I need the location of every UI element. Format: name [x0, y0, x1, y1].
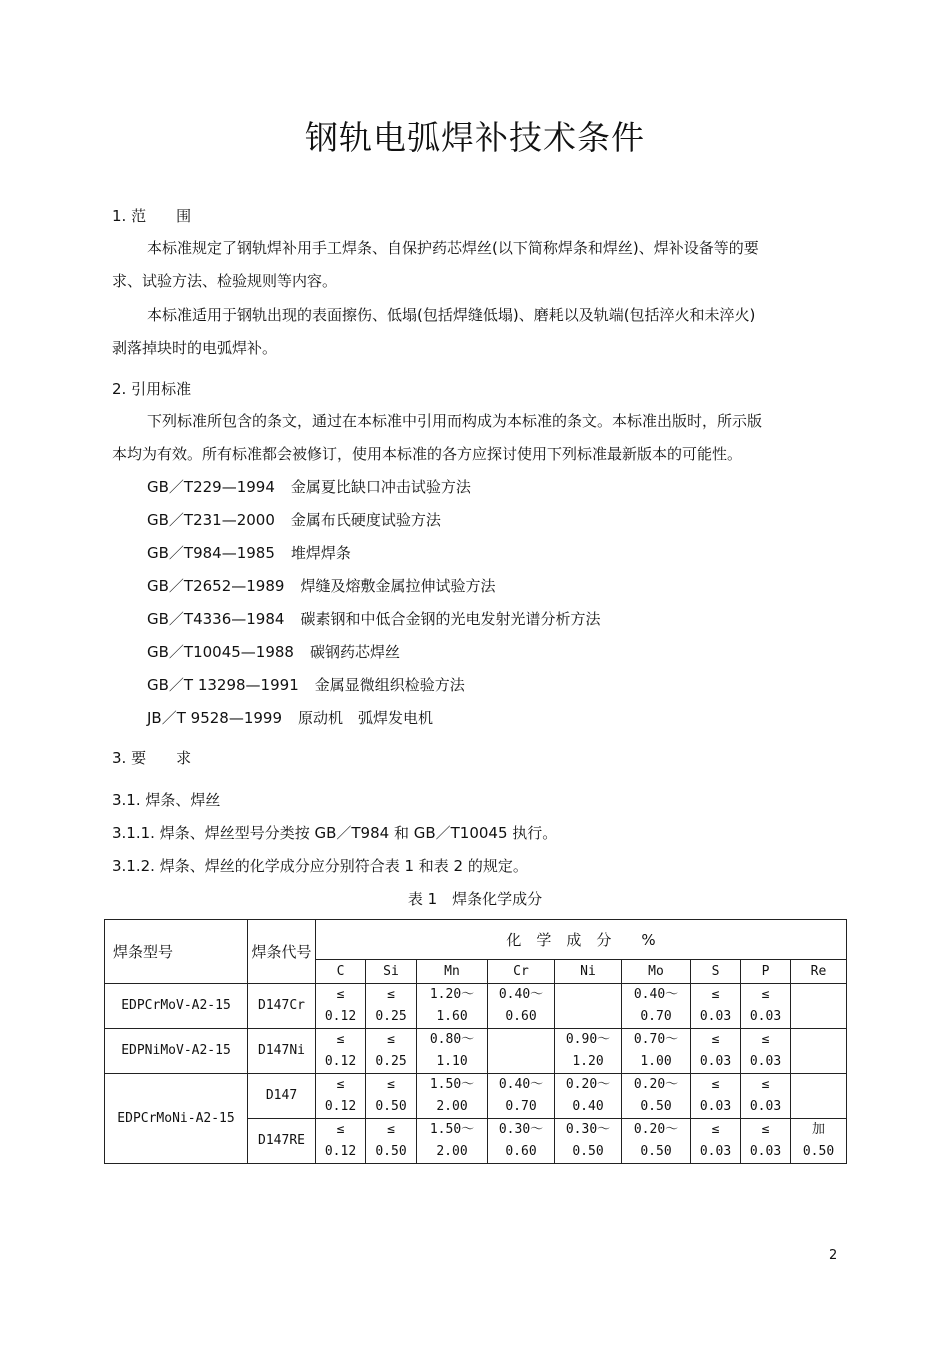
- value-bottom: 0.70: [640, 1009, 672, 1024]
- value-top: 0.30～: [565, 1122, 611, 1137]
- value-top: ≤: [761, 1032, 770, 1047]
- reference-code: GB／T229—1994: [147, 478, 275, 496]
- value-cell: [366, 984, 417, 1029]
- element-header: C: [316, 960, 366, 984]
- value-top: [555, 984, 621, 1006]
- value-bottom: 0.03: [699, 1009, 732, 1024]
- paragraph: 下列标准所包含的条文，通过在本标准中引用而构成为本标准的条文。本标准出版时，所示版: [147, 412, 763, 430]
- value-cell: [791, 1119, 847, 1164]
- value-cell: [488, 1074, 555, 1119]
- value-top: ≤: [336, 1032, 345, 1047]
- table-row: [105, 1029, 847, 1074]
- value-bottom: [488, 1051, 554, 1073]
- value-cell: [622, 984, 691, 1029]
- value-bottom: 0.03: [699, 1054, 732, 1069]
- reference-item: [147, 476, 471, 497]
- value-cell: [791, 984, 847, 1029]
- paragraph: 剥落掉块时的电弧焊补。: [112, 339, 278, 357]
- value-cell: [316, 1119, 366, 1164]
- value-cell: [741, 1029, 791, 1074]
- value-bottom: 0.12: [324, 1144, 357, 1159]
- value-bottom: 0.25: [375, 1054, 407, 1069]
- value-cell: [791, 1029, 847, 1074]
- value-top: 0.40～: [498, 987, 544, 1002]
- value-cell: [555, 1029, 622, 1074]
- value-cell: [691, 984, 741, 1029]
- page-number: 2: [829, 1248, 838, 1263]
- value-top: ≤: [761, 987, 770, 1002]
- value-bottom: 2.00: [436, 1144, 468, 1159]
- value-top: 0.90～: [565, 1032, 611, 1047]
- value-bottom: 2.00: [436, 1099, 468, 1114]
- clause-3-1-1: 3.1.1. 焊条、焊丝型号分类按 GB／T984 和 GB／T10045 执行。: [112, 824, 558, 842]
- reference-item: [147, 542, 351, 563]
- section-3-heading: 3. 要 求: [112, 749, 192, 767]
- element-header: Mo: [622, 960, 691, 984]
- value-top: 0.20～: [633, 1077, 679, 1092]
- value-bottom: 0.12: [324, 1054, 357, 1069]
- element-header: P: [741, 960, 791, 984]
- value-top: ≤: [387, 987, 395, 1002]
- code-cell: D147Ni: [248, 1029, 316, 1074]
- value-bottom: 0.50: [572, 1144, 604, 1159]
- paragraph: 本标准适用于钢轨出现的表面擦伤、低塌(包括焊缝低塌)、磨耗以及轨端(包括淬火和未淬火): [147, 306, 756, 324]
- table-row: [105, 1074, 847, 1119]
- reference-name: 碳素钢和中低合金钢的光电发射光谱分析方法: [300, 610, 601, 628]
- reference-name: 金属布氏硬度试验方法: [290, 511, 441, 529]
- value-top: 1.50～: [429, 1077, 475, 1092]
- value-bottom: 0.03: [749, 1144, 782, 1159]
- value-cell: [366, 1074, 417, 1119]
- code-cell: D147Cr: [248, 984, 316, 1029]
- value-cell: [555, 1074, 622, 1119]
- reference-name: 金属夏比缺口冲击试验方法: [290, 478, 471, 496]
- header-composition: 化 学 成 分 %: [316, 920, 847, 960]
- value-cell: [622, 1074, 691, 1119]
- reference-item: [147, 674, 465, 695]
- paragraph: 求、试验方法、检验规则等内容。: [112, 272, 338, 290]
- reference-name: 原动机 弧焊发电机: [298, 709, 434, 727]
- reference-item: [147, 707, 433, 728]
- composition-table: [104, 919, 847, 1164]
- value-bottom: 1.20: [572, 1054, 604, 1069]
- reference-item: [147, 641, 400, 662]
- value-cell: [417, 1074, 488, 1119]
- value-cell: [691, 1074, 741, 1119]
- value-bottom: 0.50: [640, 1099, 672, 1114]
- value-cell: [417, 984, 488, 1029]
- value-cell: [366, 1029, 417, 1074]
- table-row: [105, 984, 847, 1029]
- value-bottom: 0.40: [572, 1099, 604, 1114]
- value-cell: [741, 1074, 791, 1119]
- value-top: ≤: [336, 1122, 345, 1137]
- reference-name: 堆焊焊条: [290, 544, 351, 562]
- value-top: 0.30～: [498, 1122, 544, 1137]
- value-top: 1.20～: [429, 987, 475, 1002]
- reference-item: [147, 575, 495, 596]
- value-cell: [622, 1119, 691, 1164]
- value-cell: [622, 1029, 691, 1074]
- reference-code: GB／T10045—1988: [147, 643, 294, 661]
- clause-3-1-2: 3.1.2. 焊条、焊丝的化学成分应分别符合表 1 和表 2 的规定。: [112, 857, 528, 875]
- value-top: [791, 1029, 846, 1051]
- value-cell: [316, 1074, 366, 1119]
- value-cell: [691, 1119, 741, 1164]
- value-cell: [417, 1119, 488, 1164]
- value-cell: [741, 1119, 791, 1164]
- element-header: S: [691, 960, 741, 984]
- value-cell: [417, 1029, 488, 1074]
- value-top: ≤: [711, 1077, 720, 1092]
- paragraph: 本均为有效。所有标准都会被修订，使用本标准的各方应探讨使用下列标准最新版本的可能性。: [112, 445, 743, 463]
- reference-code: GB／T984—1985: [147, 544, 275, 562]
- value-top: ≤: [711, 1122, 720, 1137]
- reference-code: GB／T 13298—1991: [147, 676, 299, 694]
- section-2-heading: 2. 引用标准: [112, 380, 192, 398]
- value-cell: [316, 1029, 366, 1074]
- value-top: ≤: [761, 1077, 770, 1092]
- value-bottom: [791, 1096, 846, 1118]
- value-bottom: 0.25: [375, 1009, 407, 1024]
- value-cell: [488, 1029, 555, 1074]
- value-top: 加: [811, 1122, 825, 1137]
- value-top: [791, 984, 846, 1006]
- value-bottom: [791, 1006, 846, 1028]
- value-top: ≤: [387, 1122, 395, 1137]
- value-bottom: 0.03: [699, 1144, 732, 1159]
- value-top: ≤: [387, 1032, 395, 1047]
- value-top: 0.40～: [633, 987, 679, 1002]
- value-top: 0.70～: [633, 1032, 679, 1047]
- model-cell: EDPCrMoV-A2-15: [105, 984, 248, 1029]
- code-cell: D147RE: [248, 1119, 316, 1164]
- value-cell: [316, 984, 366, 1029]
- value-bottom: 0.03: [749, 1054, 782, 1069]
- paragraph: 本标准规定了钢轨焊补用手工焊条、自保护药芯焊丝(以下简称焊条和焊丝)、焊补设备等的要: [147, 239, 759, 257]
- value-top: 0.20～: [565, 1077, 611, 1092]
- value-top: 0.40～: [498, 1077, 544, 1092]
- section-1-heading: 1. 范 围: [112, 207, 192, 225]
- reference-code: GB／T4336—1984: [147, 610, 285, 628]
- value-cell: [791, 1074, 847, 1119]
- value-top: 0.80～: [429, 1032, 475, 1047]
- reference-code: GB／T231—2000: [147, 511, 275, 529]
- value-bottom: 0.50: [375, 1144, 407, 1159]
- value-bottom: 1.10: [436, 1054, 468, 1069]
- header-code: 焊条代号: [248, 920, 316, 984]
- element-header: Si: [366, 960, 417, 984]
- reference-code: JB／T 9528—1999: [147, 709, 282, 727]
- model-cell: EDPNiMoV-A2-15: [105, 1029, 248, 1074]
- value-bottom: 0.03: [699, 1099, 732, 1114]
- value-top: 1.50～: [429, 1122, 475, 1137]
- value-top: ≤: [761, 1122, 770, 1137]
- value-bottom: 0.50: [375, 1099, 407, 1114]
- value-cell: [691, 1029, 741, 1074]
- value-bottom: 1.00: [640, 1054, 672, 1069]
- value-bottom: 0.12: [324, 1009, 357, 1024]
- value-top: ≤: [387, 1077, 395, 1092]
- value-bottom: 0.03: [749, 1009, 782, 1024]
- value-cell: [488, 984, 555, 1029]
- value-top: ≤: [711, 1032, 720, 1047]
- value-top: [488, 1029, 554, 1051]
- value-bottom: 0.70: [505, 1099, 537, 1114]
- value-cell: [741, 984, 791, 1029]
- value-bottom: 1.60: [436, 1009, 468, 1024]
- value-top: 0.20～: [633, 1122, 679, 1137]
- reference-code: GB／T2652—1989: [147, 577, 285, 595]
- value-cell: [488, 1119, 555, 1164]
- element-header: Mn: [417, 960, 488, 984]
- value-top: [791, 1074, 846, 1096]
- value-top: ≤: [336, 1077, 345, 1092]
- model-cell: EDPCrMoNi-A2-15: [105, 1074, 248, 1164]
- value-bottom: 0.60: [505, 1009, 537, 1024]
- reference-name: 焊缝及熔敷金属拉伸试验方法: [300, 577, 496, 595]
- value-bottom: [791, 1051, 846, 1073]
- element-header: Re: [791, 960, 847, 984]
- section-3-1-heading: 3.1. 焊条、焊丝: [112, 791, 221, 809]
- element-header: Cr: [488, 960, 555, 984]
- element-header: Ni: [555, 960, 622, 984]
- value-bottom: 0.03: [749, 1099, 782, 1114]
- table-caption: 表 1 焊条化学成分: [407, 890, 543, 908]
- value-cell: [555, 1119, 622, 1164]
- document-title: 钢轨电弧焊补技术条件: [305, 118, 645, 157]
- value-cell: [555, 984, 622, 1029]
- value-bottom: 0.50: [640, 1144, 672, 1159]
- header-model: 焊条型号: [105, 920, 248, 984]
- value-bottom: 0.60: [505, 1144, 537, 1159]
- reference-name: 碳钢药芯焊丝: [309, 643, 400, 661]
- reference-name: 金属显微组织检验方法: [314, 676, 465, 694]
- value-bottom: 0.50: [802, 1144, 835, 1159]
- value-cell: [366, 1119, 417, 1164]
- value-bottom: [555, 1006, 621, 1028]
- code-cell: D147: [248, 1074, 316, 1119]
- value-top: ≤: [336, 987, 345, 1002]
- value-bottom: 0.12: [324, 1099, 357, 1114]
- reference-item: [147, 509, 441, 530]
- value-top: ≤: [711, 987, 720, 1002]
- reference-item: [147, 608, 600, 629]
